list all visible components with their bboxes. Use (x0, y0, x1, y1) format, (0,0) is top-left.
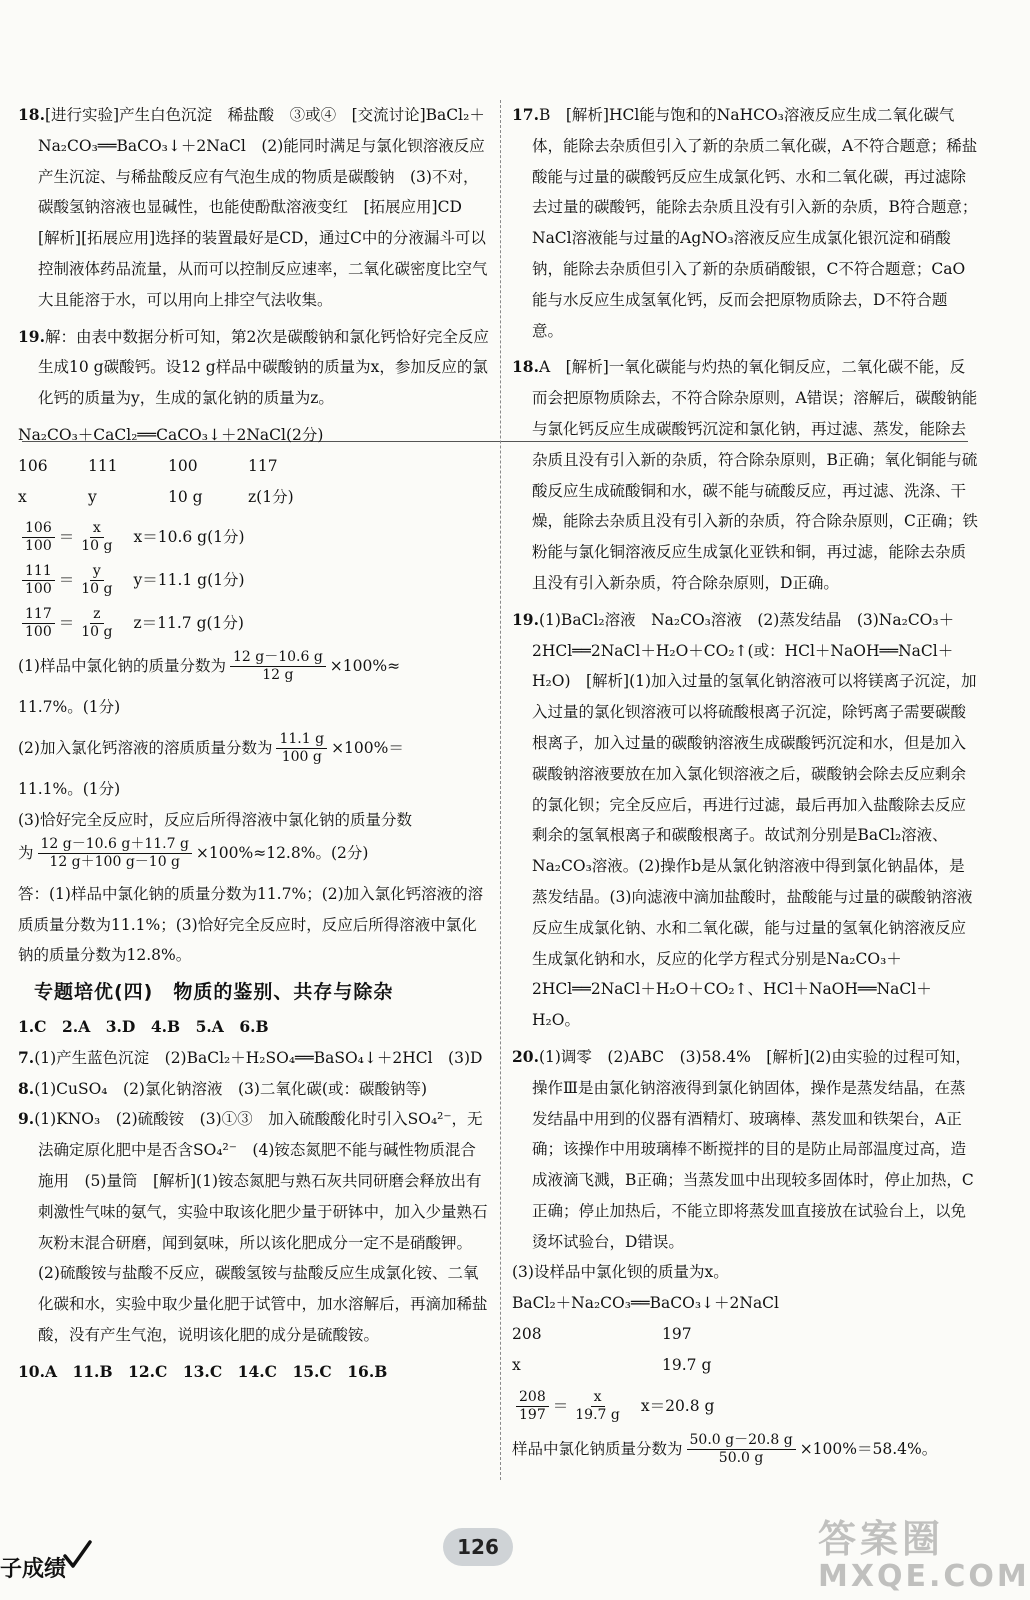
answer-item-19: 19.解：由表中数据分析可知，第2次是碳酸钠和氯化钙恰好完全反应生成10 g碳酸钙。设12 g样品中碳酸钠的质量为x，参加反应的氯化钙的质量为y，生成的氯化钠的质量为z。 (18, 326, 489, 408)
page-number: 126 (443, 1528, 513, 1566)
calc-row-unknowns: x y 10 g z(1分) (18, 487, 294, 506)
fraction: $\frac{x}{19.7 g}$ (575, 1388, 620, 1423)
brand-logo-text: 子成绩 (0, 1557, 67, 1582)
calc-row-unknowns-right: x 19.7 g (512, 1355, 712, 1374)
calc-part-2: (2)加入氯化钙溶液的溶质质量分数为 $\frac{11.1 g}{100 g}$ ×100%＝ (18, 731, 404, 766)
fraction: $\frac{11.1 g}{100 g}$ (276, 731, 327, 766)
fraction: $\frac{12 g-10.6 g}{12 g}$ (230, 649, 326, 684)
answer-key-1-6: 1.C 2.A 3.D 4.B 5.A 6.B (18, 1016, 269, 1036)
section-title: 专题培优(四) 物质的鉴别、共存与除杂 (34, 981, 394, 1004)
answer-item-17: 17.B [解析]HCl能与饱和的NaHCO₃溶液反应生成二氧化碳气体，能除去杂质但引入了新的杂质二氧化碳，A不符合题意；稀盐酸能与过量的碳酸钙反应生成氯化钙、水和二氧化碳，再过滤除去过量的碳酸钙，能除去杂质且没有引入新的杂质，B符合题意；NaCl溶液能与过量的AgNO₃溶液反应生成氯化银沉淀和硝酸钠，能除去杂质但引入了新的杂质硝酸银，C不符合题意；CaO能与水反应生成氢氧化钙，反而会把原物质除去，D不符合题意。 (512, 105, 978, 340)
fraction: $\frac{208}{197}$ (516, 1389, 549, 1424)
answer-item-9: 9.(1)KNO₃ (2)硫酸铵 (3)①③ 加入硫酸酸化时引入SO₄²⁻，无法确定原化肥中是否含SO₄²⁻ (4)铵态氮肥不能与碱性物质混合施用 (5)量筒 [解析](1)铵态氮肥与熟石灰共同研磨会释放出有刺激性气味的氨气，实验中取该化肥少量于研钵中，加入少量熟石灰粉末混合研磨，闻到氨味，所以该化肥成分一定不是硝酸钾。(2)硫酸铵与盐酸不反应，碳酸氢铵与盐酸反应生成氯化铵、二氧化碳和水，实验中取少量化肥于试管中，加水溶解后，再滴加稀盐酸，没有产生气泡，说明该化肥的成分是硫酸铵。 (18, 1109, 488, 1344)
chem-equation: Na₂CO₃＋CaCl₂══CaCO₃↓＋2NaCl(2分) (18, 425, 324, 444)
checkmark-icon (62, 1540, 92, 1570)
answer-item-18: 18.[进行实验]产生白色沉淀 稀盐酸 ③或④ [交流讨论]BaCl₂＋Na₂CO₃══BaCO₃↓＋2NaCl (2)能同时满足与氯化钡溶液反应产生沉淀、与稀盐酸反应有气泡生成的物质是碳酸钠 (3)不对，碳酸氢钠溶液也显碱性，也能使酚酞溶液变红 [拓展应用]CD [解析][拓展应用]选择的装置最好是CD，通过C中的分液漏斗可以控制液体药品流量，从而可以控制反应速率，二氧化碳密度比空气大且能溶于水，可以用向上排空气法收集。 (18, 105, 488, 309)
calc-row-masses-right: 208 197 (512, 1325, 692, 1344)
proportion-y: $\frac{111}{100}$ ＝ $\frac{y}{10 g}$ y＝11.1 g(1分) (18, 563, 490, 598)
final-answer: 答：(1)样品中氯化钠的质量分数为11.7%；(2)加入氯化钙溶液的溶质质量分数为11.1%；(3)恰好完全反应时，反应后所得溶液中氯化钠的质量分数为12.8%。 (18, 884, 484, 965)
watermark: 答案圈 MXQE.COM (818, 1517, 1030, 1594)
fraction: $\frac{111}{100}$ (22, 563, 55, 598)
answer-item-18-right: 18.A [解析]一氧化碳能与灼热的氧化铜反应，二氧化碳不能，反而会把原物质除去，不符合除杂原则，A错误；溶解后，碳酸钠能与氯化钙反应生成碳酸钙沉淀和氯化钠，再过滤、蒸发，能除去杂质且没有引入新的杂质，符合除杂原则，B正确；氧化铜能与硫酸反应生成硫酸铜和水，碳不能与硫酸反应，再过滤、洗涤、干燥，能除去杂质且没有引入新的杂质，符合除杂原则，C正确；铁粉能与氯化铜溶液反应生成氯化亚铁和铜，再过滤，能除去杂质且没有引入新杂质，符合除杂原则，D正确。 (512, 357, 978, 592)
fraction: $\frac{106}{100}$ (22, 520, 55, 555)
calc-row-masses: 106 111 100 117 (18, 456, 278, 475)
chem-equation-right: BaCl₂＋Na₂CO₃══BaCO₃↓＋2NaCl (512, 1294, 780, 1313)
proportion-x: $\frac{106}{100}$ ＝ $\frac{x}{10 g}$ x＝10.6 g(1分) (18, 520, 490, 555)
calc-part-3-intro: (3)恰好完全反应时，反应后所得溶液中氯化钠的质量分数 (18, 810, 412, 829)
answer-key-10-16: 10.A 11.B 12.C 13.C 14.C 15.C 16.B (18, 1361, 388, 1381)
left-column (18, 100, 490, 1388)
answer-item-8: 8.(1)CuSO₄ (2)氯化钠溶液 (3)二氧化碳(或：碳酸钠等) (18, 1078, 428, 1098)
column-divider (500, 100, 501, 1480)
proportion-right: $\frac{208}{197}$ ＝ $\frac{x}{19.7 g}$ x＝20.8 g (512, 1389, 978, 1424)
calc-part-1-result: 11.7%。(1分) (18, 698, 121, 717)
fraction: $\frac{z}{10 g}$ (81, 606, 113, 641)
right-column (512, 100, 978, 1475)
calc-part-2-result: 11.1%。(1分) (18, 780, 121, 799)
fraction: $\frac{117}{100}$ (22, 606, 55, 641)
set-variable: (3)设样品中氯化钡的质量为x。 (512, 1263, 729, 1282)
calc-part-3: 为 $\frac{12 g-10.6 g+11.7 g}{12 g+100 g-10 g}$ ×100%≈12.8%。(2分) (18, 835, 369, 870)
calc-part-1: (1)样品中氯化钠的质量分数为 $\frac{12 g-10.6 g}{12 g}$ ×100%≈ (18, 649, 401, 684)
answer-item-20: 20.(1)调零 (2)ABC (3)58.4% [解析](2)由实验的过程可知，操作Ⅲ是由氯化钠溶液得到氯化钠固体，操作是蒸发结晶，在蒸发结晶中用到的仪器有酒精灯、玻璃棒、蒸发皿和铁架台，A正确；该操作中用玻璃棒不断搅拌的目的是防止局部温度过高，造成液滴飞溅，B正确；当蒸发皿中出现较多固体时，停止加热，C正确；停止加热后，不能立即将蒸发皿直接放在试验台上，以免烫坏试验台，D错误。 (512, 1046, 974, 1251)
answer-item-19-right: 19.(1)BaCl₂溶液 Na₂CO₃溶液 (2)蒸发结晶 (3)Na₂CO₃＋2HCl══2NaCl＋H₂O＋CO₂↑(或：HCl＋NaOH══NaCl＋H₂O) [解析](1)加入过量的氢氧化钠溶液可以将镁离子沉淀，加入过量的氯化钡溶液可以将硫酸根离子沉淀，除钙离子需要碳酸根离子，加入过量的碳酸钠溶液生成碳酸钙沉淀和水，但是加入碳酸钠溶液要放在加入氯化钡溶液之后，碳酸钠会除去反应剩余的氯化钡；完全反应后，再进行过滤，最后再加入盐酸除去反应剩余的氢氧根离子和碳酸根离子。故试剂分别是BaCl₂溶液、Na₂CO₃溶液。(2)操作b是从氯化钠溶液中得到氯化钠晶体，是蒸发结晶。(3)向滤液中滴加盐酸时，盐酸能与过量的碳酸钠溶液反应生成氯化钠、水和二氧化碳，能与过量的氢氧化钠溶液反应生成氯化钠和水，反应的化学方程式分别是Na₂CO₃＋2HCl══2NaCl＋H₂O＋CO₂↑、HCl＋NaOH══NaCl＋H₂O。 (512, 609, 977, 1030)
answer-item-7: 7.(1)产生蓝色沉淀 (2)BaCl₂＋H₂SO₄══BaSO₄↓＋2HCl (3)D (18, 1047, 483, 1067)
fraction: $\frac{12 g-10.6 g+11.7 g}{12 g+100 g-10 g}$ (38, 836, 192, 871)
fraction: $\frac{x}{10 g}$ (81, 520, 113, 555)
proportion-z: $\frac{117}{100}$ ＝ $\frac{z}{10 g}$ z＝11.7 g(1分) (18, 606, 490, 641)
fraction: $\frac{50.0 g-20.8 g}{50.0 g}$ (687, 1432, 796, 1467)
fraction: $\frac{y}{10 g}$ (81, 563, 113, 598)
final-percentage: 样品中氯化钠质量分数为 $\frac{50.0 g-20.8 g}{50.0 g}$ ×100%＝58.4%。 (512, 1431, 938, 1466)
